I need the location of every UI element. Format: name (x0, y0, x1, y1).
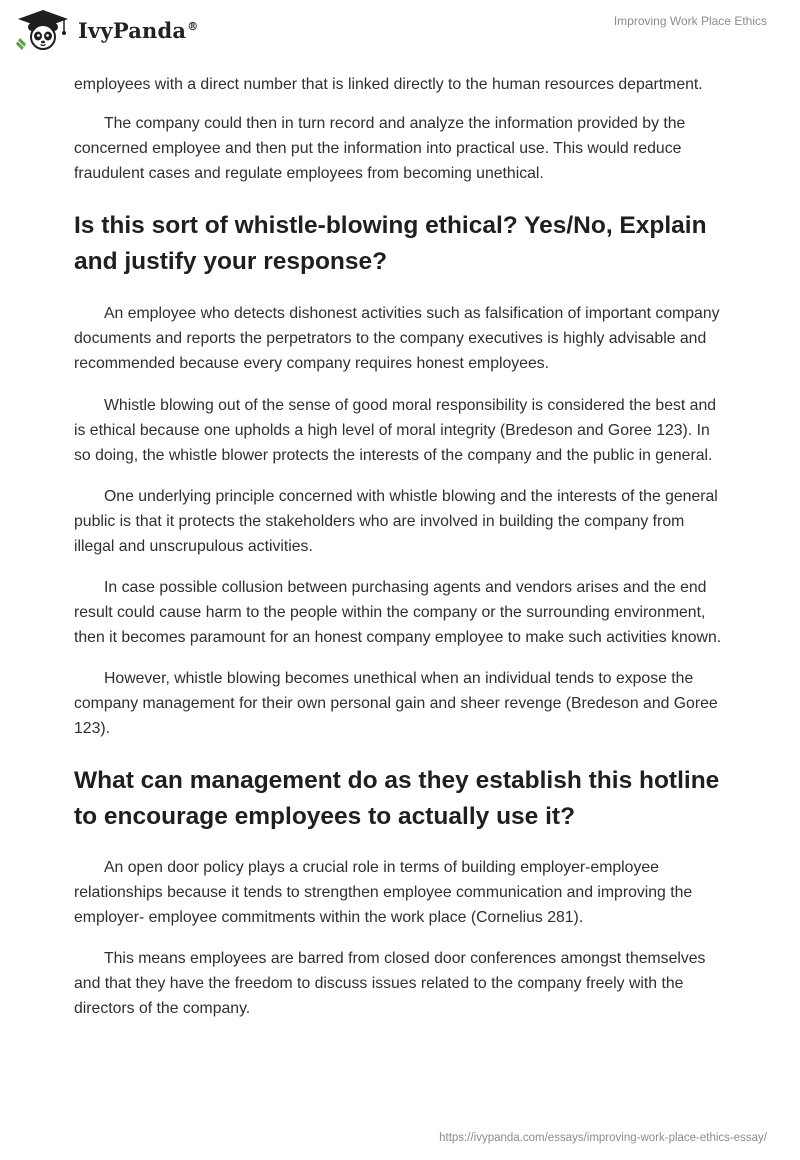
paragraph: An employee who detects dishonest activities such as falsification of important company documents and reports the perpetrators to the company executives is highly advisable and recommended because every company requires honest employees. (74, 305, 720, 372)
document-title: Improving Work Place Ethics (613, 14, 767, 28)
brand-name: IvyPanda® (78, 17, 199, 43)
section-heading: What can management do as they establish this hotline to encourage employees to actually use it? (74, 767, 720, 830)
paragraph: In case possible collusion between purchasing agents and vendors arises and the end result could cause harm to the people within the company or the surrounding environment, then it becomes paramount for an honest company employee to make such activities known. (74, 579, 722, 646)
paragraph: However, whistle blowing becomes unethical when an individual tends to expose the company management for their own personal gain and sheer revenge (Bredeson and Goree 123). (74, 670, 718, 737)
paragraph: An open door policy plays a crucial role in terms of building employer-employee relationships because it tends to strengthen employee communication and improving the employer- employee commitments within the work place (Cornelius 281). (74, 859, 693, 926)
source-url[interactable]: https://ivypanda.com/essays/improving-work-place-ethics-essay/ (439, 1132, 767, 1144)
panda-graduate-icon (14, 8, 72, 52)
page-header (0, 0, 800, 70)
article-body (74, 72, 724, 1021)
paragraph: employees with a direct number that is linked directly to the human resources department. (74, 76, 703, 93)
paragraph: This means employees are barred from closed door conferences amongst themselves and that they have the freedom to discuss issues related to the company freely with the directors of the company. (74, 950, 706, 1017)
ivypanda-logo[interactable] (14, 8, 198, 52)
paragraph: Whistle blowing out of the sense of good moral responsibility is considered the best and is ethical because one upholds a high level of moral integrity (Bredeson and Goree 123). In so doing, the whistle blower protects the interests of the company and the public in general. (74, 397, 717, 464)
paragraph: The company could then in turn record and analyze the information provided by the concerned employee and then put the information into practical use. This would reduce fraudulent cases and regulate employees from becoming unethical. (74, 115, 686, 182)
section-heading: Is this sort of whistle-blowing ethical? Yes/No, Explain and justify your response? (74, 212, 707, 275)
paragraph: One underlying principle concerned with whistle blowing and the interests of the general public is that it protects the stakeholders who are involved in building the company from illegal and unscrupulous activities. (74, 488, 718, 555)
